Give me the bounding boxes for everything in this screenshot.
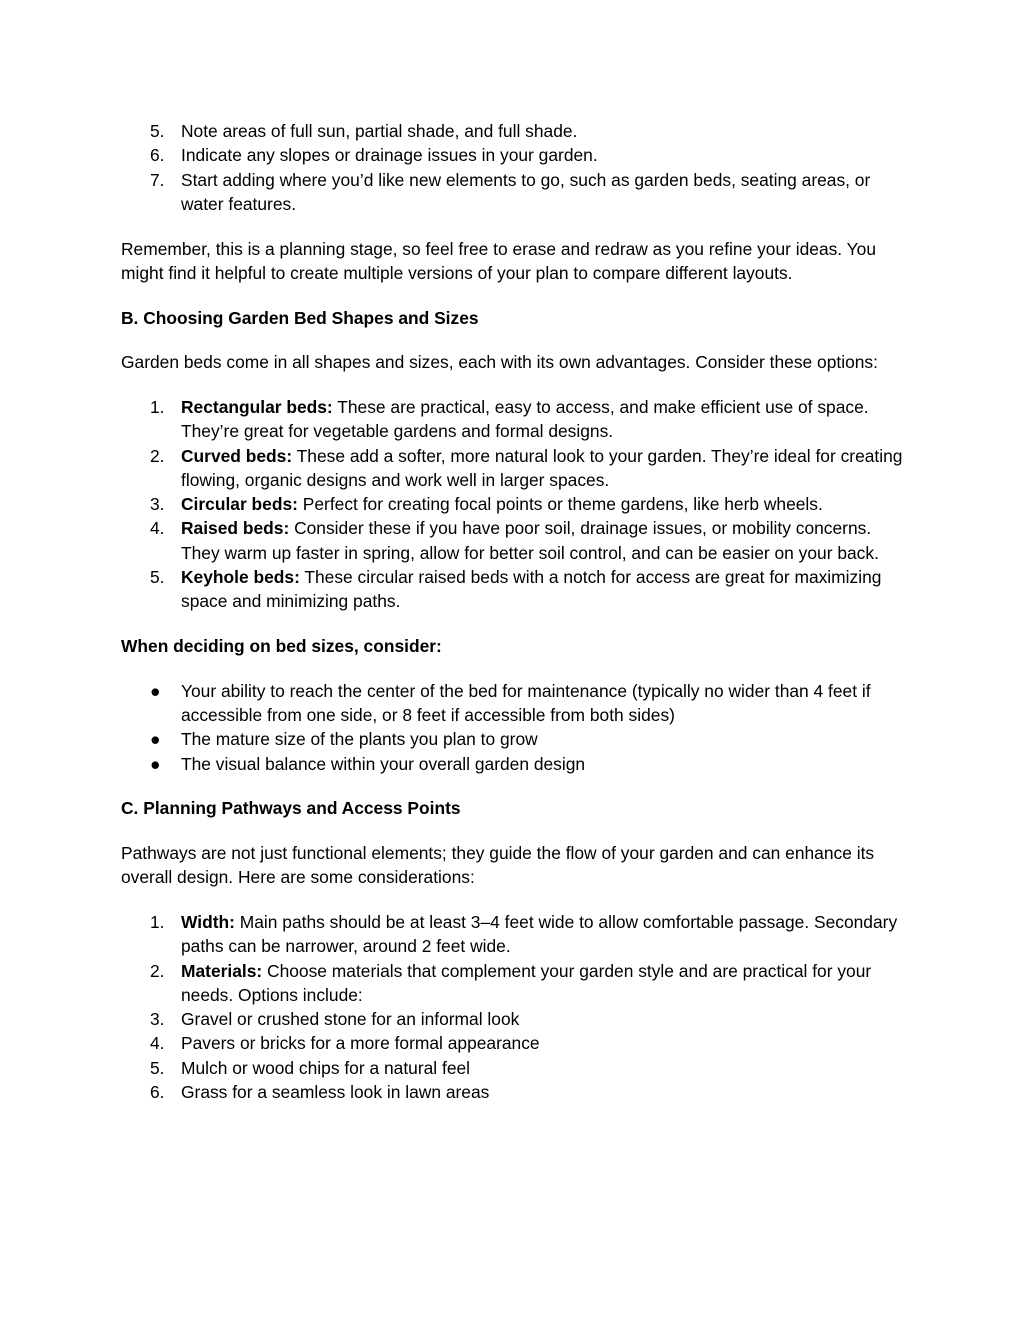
list-number: 5. — [150, 567, 165, 588]
bed-sizes-bullet-list — [121, 679, 911, 776]
list-item — [121, 1031, 911, 1055]
list-item-text: Note areas of full sun, partial shade, and full shade. — [181, 121, 578, 141]
list-item-text: Main paths should be at least 3–4 feet wide to allow comfortable passage. Secondary paths can be narrower, around 2 feet wide. — [181, 911, 898, 957]
list-number: 2. — [150, 445, 165, 466]
term-label: Materials: — [181, 960, 263, 981]
list-item-text: Consider these if you have poor soil, drainage issues, or mobility concerns. They warm up faster in spring, allow for better soil control, and can be easier on your back. — [181, 518, 879, 563]
list-number: 1. — [150, 911, 165, 932]
list-item — [121, 679, 911, 728]
list-item — [121, 119, 911, 143]
section-c-intro: Pathways are not just functional elements; they guide the flow of your garden and can enhance its overall design. Here are some considerations: — [121, 842, 875, 888]
list-item — [121, 492, 911, 516]
term-label: Keyhole beds: — [181, 567, 300, 588]
list-item-text: These circular raised beds with a notch for access are great for maximizing space and minimizing paths. — [181, 567, 882, 612]
intro-numbered-list — [121, 119, 911, 216]
list-item — [121, 752, 911, 776]
list-item-text: The visual balance within your overall garden design — [181, 753, 586, 774]
list-item-text: Grass for a seamless look in lawn areas — [181, 1082, 490, 1103]
list-item — [121, 143, 911, 167]
list-item — [121, 395, 911, 444]
list-item-text: Your ability to reach the center of the bed for maintenance (typically no wider than 4 feet if accessible from one side, or 8 feet if accessible from both sides) — [181, 680, 871, 725]
section-c-heading: C. Planning Pathways and Access Points — [121, 798, 461, 819]
list-item — [121, 444, 911, 493]
list-number: 2. — [150, 960, 165, 981]
list-item-text: These add a softer, more natural look to your garden. They’re ideal for creating flowing, organic designs and work well in larger spaces. — [181, 445, 903, 490]
term-label: Circular beds: — [181, 494, 298, 515]
bed-sizes-heading: When deciding on bed sizes, consider: — [121, 636, 442, 656]
term-label: Raised beds: — [181, 518, 290, 539]
list-item — [121, 168, 911, 217]
list-number: 6. — [150, 145, 165, 166]
list-item — [121, 565, 911, 614]
list-number: 5. — [150, 1057, 165, 1078]
list-number: 5. — [150, 121, 165, 141]
list-item-text: Pavers or bricks for a more formal appearance — [181, 1033, 540, 1054]
document-page — [121, 119, 911, 1104]
list-item — [121, 1080, 911, 1104]
bullet-icon: ● — [150, 680, 161, 701]
list-item-text: Perfect for creating focal points or theme gardens, like herb wheels. — [297, 494, 823, 515]
list-item — [121, 910, 911, 959]
list-item-text: These are practical, easy to access, and make efficient use of space. They’re great for vegetable gardens and formal designs. — [181, 396, 869, 442]
list-item — [121, 727, 911, 751]
pathways-numbered-list — [121, 910, 911, 1104]
remember-paragraph: Remember, this is a planning stage, so feel free to erase and redraw as you refine your ideas. You might find it helpful to create multiple versions of your plan to compare different layouts. — [121, 238, 877, 283]
section-b-heading: B. Choosing Garden Bed Shapes and Sizes — [121, 307, 479, 328]
term-label: Width: — [181, 911, 235, 932]
term-label: Rectangular beds: — [181, 396, 333, 417]
list-item-text: Choose materials that complement your garden style and are practical for your needs. Options include: — [181, 960, 872, 1005]
bed-shapes-list — [121, 395, 911, 614]
list-item-text: Mulch or wood chips for a natural feel — [181, 1057, 471, 1078]
list-item — [121, 1056, 911, 1080]
section-b-intro: Garden beds come in all shapes and sizes, each with its own advantages. Consider these options: — [121, 352, 878, 373]
list-number: 3. — [150, 1009, 165, 1030]
list-item-text: Gravel or crushed stone for an informal look — [181, 1009, 520, 1030]
term-label: Curved beds: — [181, 445, 293, 466]
list-item-text: Indicate any slopes or drainage issues in your garden. — [181, 145, 598, 166]
list-item — [121, 1007, 911, 1031]
list-number: 7. — [150, 169, 165, 190]
bullet-icon: ● — [150, 753, 161, 774]
list-item — [121, 959, 911, 1008]
list-number: 6. — [150, 1082, 165, 1103]
list-number: 1. — [150, 396, 165, 417]
list-item-text: The mature size of the plants you plan to grow — [181, 729, 538, 750]
list-item — [121, 516, 911, 565]
list-number: 4. — [150, 518, 165, 539]
list-item-text: Start adding where you’d like new elements to go, such as garden beds, seating areas, or water features. — [181, 169, 871, 214]
list-number: 4. — [150, 1033, 165, 1054]
bullet-icon: ● — [150, 729, 161, 750]
list-number: 3. — [150, 494, 165, 515]
